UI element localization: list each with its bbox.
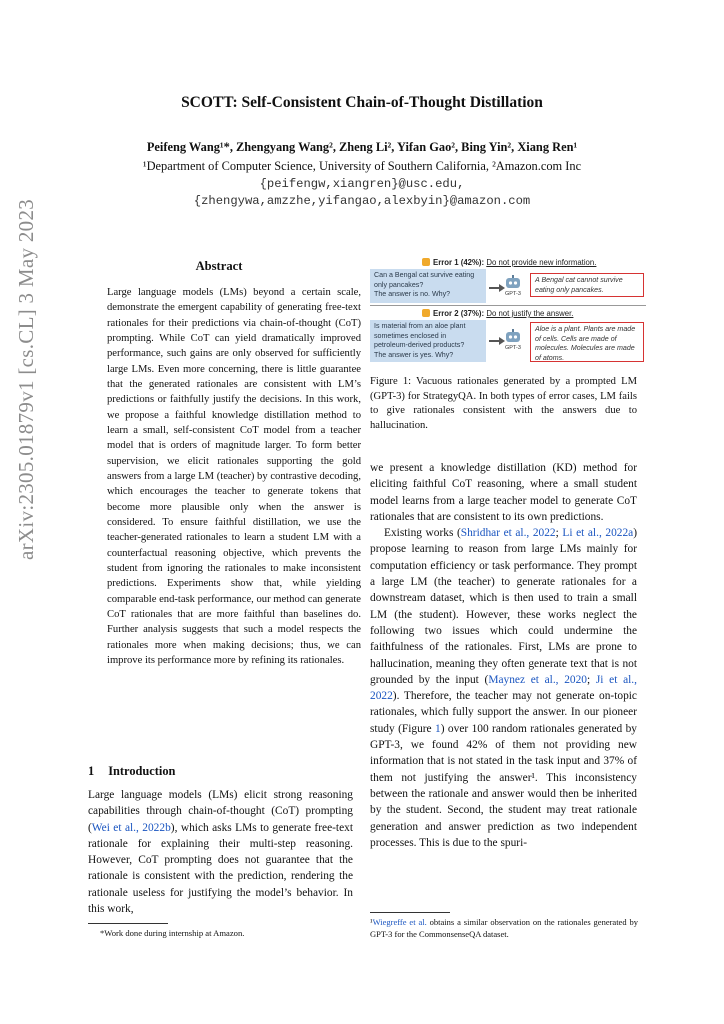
abstract-text: Large language models (LMs) beyond a certain scale, demonstrate the emergent capability of generating free-text rationales for their predictions via chain-of-thought (CoT) prompting. While CoT can yield dramatically improved performance, such gains are only observed for sufficiently large LMs. Even more concerning, there is little guarantee that the generated rationales are consistent with LM’s predictions or faithfully justify the decisions. In this work, we propose a faithful knowledge distillation method to learn a small, self-consistent CoT model from a teacher model that is orders of magnitude larger. To form better supervision, we elicit rationales supporting the gold answers from a large LM (teacher) by contrastive decoding, which encourages the teacher to generate tokens that become more plausible only when the answer is considered. To ensure faithful distillation, we use the teacher-generated rationales to learn a student LM with a counterfactual reasoning objective, which prevents the student from ignoring the rationales to make inconsistent predictions. Experiments show that, while yielding comparable end-task performance, our method can generate CoT rationales that are more faithful than baselines do. Further analysis suggests that such a model respects the rationales more when making decisions; thus, we can improve its performance more by refining its rationales.	[107, 287, 361, 666]
question-box-1	[370, 269, 486, 303]
citation-link[interactable]: Wei et al., 2022b	[91, 821, 171, 834]
affiliation: ¹Department of Computer Science, University of Southern California, ²Amazon.com Inc	[142, 159, 582, 173]
footnote-mark: ¹	[370, 917, 373, 927]
arrow-icon	[489, 340, 501, 342]
text-run: obtains a similar observation on the rationales generated by GPT-3 for the CommonsenseQA dataset.	[370, 917, 638, 939]
citation-link[interactable]: Li et al., 2022a	[562, 527, 634, 540]
figure-divider	[370, 305, 646, 306]
footnote-left: *Work done during internship at Amazon.	[100, 928, 245, 938]
question-box-2	[370, 320, 486, 362]
footnote-right	[370, 916, 638, 940]
citation-link[interactable]: Shridhar et al., 2022	[460, 527, 556, 540]
email-line: {peifengw,xiangren}@usc.edu,	[259, 177, 465, 191]
text-run: ). Therefore, the teacher may not generate on-topic rationales, which fully support the answer. In our pioneer study (Figure	[370, 690, 637, 735]
text-run: ) over 100 random rationales generated by GPT-3, we found 42% of them not providing new information that is not stated in the task input and 37% of them not justifying the answer¹. This inconsistency between the rationale and answer would then be inherited by the student. Second, the student may treat rationale generation and answer prediction as two independent processes. This is due to the spuri-	[370, 722, 637, 849]
citation-link[interactable]: Wiegreffe et al.	[372, 917, 427, 927]
answer-text: The answer is no. Why?	[374, 290, 451, 298]
figure-1	[370, 258, 646, 368]
question-text: Is material from an aloe plant sometimes enclosed in petroleum-derived products?	[374, 322, 466, 349]
rationale-box-1: A Bengal cat cannot survive eating only pancakes.	[530, 273, 644, 297]
answer-text: The answer is yes. Why?	[374, 350, 454, 359]
text-run: ;	[587, 673, 596, 686]
paragraph: we present a knowledge distillation (KD) method for eliciting faithful CoT reasoning, where a small student model learns from a large teacher model to generate CoT rationales that are consistent to its own predictions.	[370, 462, 637, 523]
error-1-label: Error 1 (42%):	[433, 258, 485, 267]
footnote-rule	[370, 912, 450, 913]
section-title: Introduction	[108, 764, 176, 778]
email-line: {zhengywa,amzzhe,yifangao,alexbyin}@amazon.com	[193, 194, 531, 208]
robot-icon	[504, 329, 522, 343]
question-text: Can a Bengal cat survive eating only pancakes?	[374, 271, 475, 289]
error-1-title	[422, 258, 596, 267]
section-number: 1	[88, 764, 95, 778]
error-2-label: Error 2 (37%):	[433, 309, 485, 318]
error-2-title	[422, 309, 573, 318]
error-2-description: Do not justify the answer.	[486, 309, 574, 318]
intro-right-column	[370, 460, 637, 851]
section-heading	[88, 764, 189, 779]
arxiv-identifier: arXiv:2305.01879v1 [cs.CL] 3 May 2023	[14, 198, 38, 560]
citation-link[interactable]: Maynez et al., 2020	[488, 673, 587, 686]
author-list: Peifeng Wang¹*, Zhengyang Wang², Zheng Li², Yifan Gao², Bing Yin², Xiang Ren¹	[146, 140, 578, 154]
text-run: Existing works (	[384, 527, 461, 540]
paragraph	[370, 525, 637, 851]
thumbs-down-icon	[422, 309, 430, 317]
paper-title: SCOTT: Self-Consistent Chain-of-Thought Distillation	[181, 94, 543, 111]
rationale-box-2: Aloe is a plant. Plants are made of cells. Cells are made of molecules. Molecules are made of atoms.	[530, 322, 644, 362]
robot-icon	[504, 275, 522, 289]
text-run: ), which asks LMs to generate free-text rationale for explaining their multi-step reasoning. However, CoT prompting does not guarantee that the rationale is consistent with the prediction, rendering the rationale useless for justifying the model’s behavior. In this work,	[88, 821, 354, 916]
model-label: GPT-3	[505, 291, 521, 297]
intro-paragraph-left	[88, 787, 353, 917]
abstract-heading: Abstract	[195, 259, 243, 273]
arrow-icon	[489, 287, 501, 289]
thumbs-down-icon	[422, 258, 430, 266]
figure-reference-link[interactable]: 1	[435, 722, 441, 735]
citation-link[interactable]: Ji et al., 2022	[370, 673, 637, 703]
figure-caption: Figure 1: Vacuous rationales generated by a prompted LM (GPT-3) for StrategyQA. In both types of error cases, LM fails to give rationales consistent with the answers due to hallucination.	[370, 376, 637, 431]
text-run: ;	[555, 527, 563, 540]
error-1-description: Do not provide new information.	[486, 258, 597, 267]
text-run: ) propose learning to reason from large LMs mainly for computation efficiency or task performance. They prompt a large LM (the teacher) to generate rationales for a downstream dataset, which is then used to train a small LM (the student). However, these works neglect the following two issues which could undermine the faithfulness of the rationales. First, LMs are prone to hallucination, meaning they often generate text that is not grounded by the input (	[370, 527, 638, 686]
author-emails	[0, 176, 724, 210]
model-label: GPT-3	[505, 345, 521, 351]
footnote-rule	[88, 923, 168, 924]
text-run: Large language models (LMs) elicit strong reasoning capabilities through chain-of-thought (CoT) prompting (	[88, 789, 353, 834]
